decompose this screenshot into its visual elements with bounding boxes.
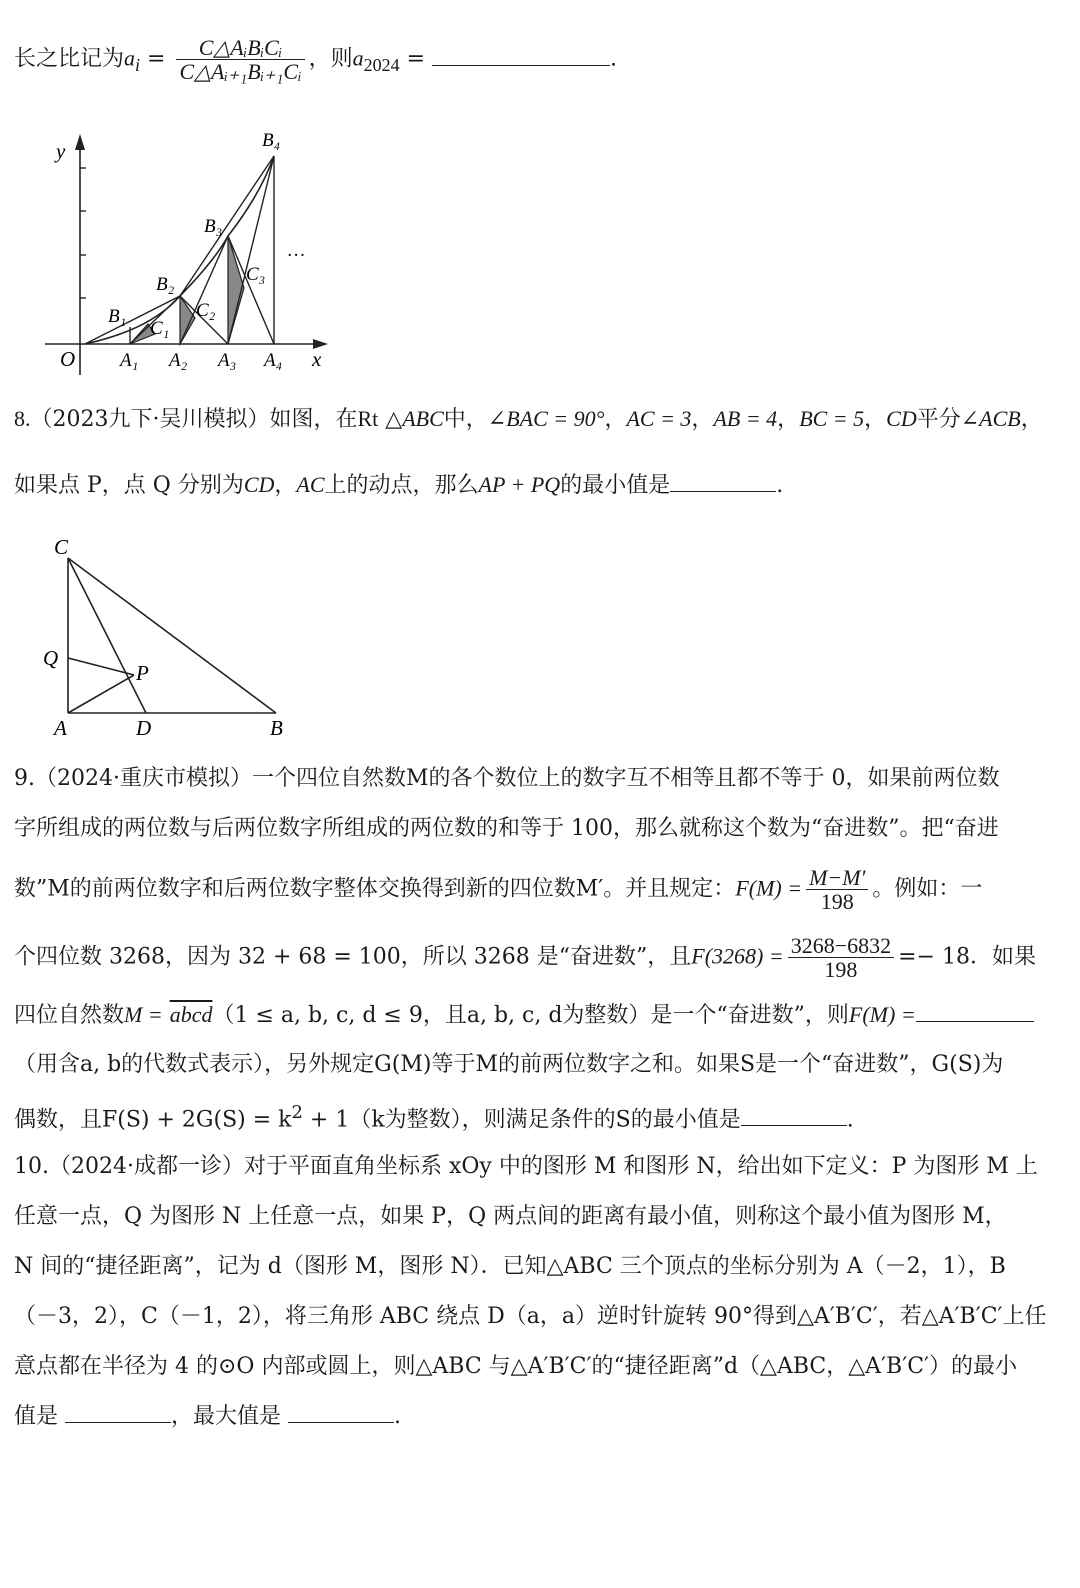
q9-line-5: 四位自然数M = abcd（1 ≤ a, b, c, d ≤ 9，且a, b, c, d为整数）是一个“奋进数”，则F(M) = <box>14 1004 1034 1027</box>
q10-max-answer-blank[interactable] <box>288 1421 394 1423</box>
q10-line-4: （－3，2），C（－1，2），将三角形 ABC 绕点 D（a，a）逆时针旋转 90°得到△A′B′C′，若△A′B′C′上任 <box>14 1304 1047 1329</box>
q9-s-answer-blank[interactable] <box>741 1124 847 1126</box>
q8-line-2: 如果点 P，点 Q 分别为CD，AC上的动点，那么AP + PQ的最小值是 . <box>14 472 784 498</box>
label-B3: B₃ <box>204 216 223 237</box>
q7-lead: 长之比记为 <box>14 46 125 72</box>
q10-line-2: 任意一点，Q 为图形 N 上任意一点，如果 P，Q 两点间的距离有最小值，则称这个最小值为图形 M， <box>14 1204 1007 1229</box>
q10-line-1: 10.（2024·成都一诊）对于平面直角坐标系 xOy 中的图形 M 和图形 N，给出如下定义：P 为图形 M 上 <box>14 1154 1038 1179</box>
q9-line-4: 个四位数 3268，因为 32 + 68 = 100，所以 3268 是“奋进数”，且F(3268) = $\frac{3268-6832}{198}$ =− 18．如果 <box>14 933 1036 983</box>
q7-ai: a <box>124 45 136 71</box>
figure-1-sequence-triangles <box>30 120 350 380</box>
label-Q: Q <box>43 646 59 670</box>
label-C2: C₂ <box>196 300 216 321</box>
q7-target-sub: 2024 <box>363 54 400 75</box>
label-A2: A₂ <box>169 350 188 371</box>
label-A1: A₁ <box>120 350 139 371</box>
q8-source: （2023九下·吴川模拟） <box>30 407 270 432</box>
q10-line-5: 意点都在半径为 4 的⊙O 内部或圆上，则△ABC 与△A′B′C′的“捷径距离”d（△ABC，△A′B′C′）的最小 <box>14 1354 1018 1379</box>
figure-2-right-triangle <box>38 530 308 740</box>
q9-fm-fraction: $\frac{M-M'}{198}$ <box>806 866 868 913</box>
q7-fraction <box>176 36 304 83</box>
q9-line-6: （用含a, b的代数式表示），另外规定G(M)等于M的前两位数字之和。如果S是一个“奋进数”，G(S)为 <box>14 1052 1004 1077</box>
q10-line-6: 值是 ，最大值是 . <box>14 1404 402 1429</box>
q7-target: a <box>352 45 364 71</box>
q9-example-fraction: $\frac{3268-6832}{198}$ <box>788 934 894 981</box>
q9-fm-answer-blank[interactable] <box>916 1020 1034 1022</box>
label-A: A <box>54 716 67 740</box>
label-ellipsis: … <box>288 240 305 261</box>
q7-line <box>14 36 617 83</box>
label-C1: C₁ <box>150 318 170 339</box>
label-B2: B₂ <box>156 274 175 295</box>
q7-then: ，则 <box>308 46 353 72</box>
label-C: C <box>54 535 69 559</box>
q7-fraction-denominator: C△Aᵢ₊₁Bᵢ₊₁Cᵢ <box>179 59 302 85</box>
segment-AP <box>68 675 134 713</box>
q7-answer-blank[interactable] <box>432 64 610 66</box>
q7-eq: = <box>140 46 173 72</box>
label-D: D <box>136 716 152 740</box>
y-axis-arrow <box>75 134 85 150</box>
label-y: y <box>56 139 66 163</box>
q8-number: 8. <box>14 406 31 431</box>
q9-line-7: 偶数，且$F(S) + 2G(S) = k^2 + 1(k$为整数），则满足条件的S的最小值是 . <box>14 1102 854 1133</box>
q10-line-3: N 间的“捷径距离”，记为 d（图形 M，图形 N）．已知△ABC 三个顶点的坐标分别为 A（－2，1），B <box>14 1254 1006 1279</box>
label-B4: B₄ <box>262 130 281 151</box>
label-B1: B₁ <box>108 306 127 327</box>
segment-QP <box>68 658 134 675</box>
label-x: x <box>312 347 322 371</box>
q7-ai-sub: i <box>135 54 141 75</box>
q7-tail-eq: = <box>399 46 432 72</box>
q8-line-1: 8.（2023九下·吴川模拟）如图，在Rt △ABC中，∠BAC = 90°，AC = 3，AB = 4，BC = 5，CD平分∠ACB， <box>14 406 1043 432</box>
q7-fraction-numerator: C△AᵢBᵢCᵢ <box>176 36 304 60</box>
q9-line-1: 9.（2024·重庆市模拟）一个四位自然数M的各个数位上的数字互不相等且都不等于 0，如果前两位数 <box>14 766 1000 791</box>
q8-answer-blank[interactable] <box>670 490 776 492</box>
label-B: B <box>270 716 283 740</box>
label-C3: C₃ <box>246 264 266 285</box>
label-A3: A₃ <box>218 350 237 371</box>
q9-line-2: 字所组成的两位数与后两位数字所组成的两位数的和等于 100，那么就称这个数为“奋进数”。把“奋进 <box>14 816 999 841</box>
label-O: O <box>60 347 76 371</box>
segment-CB <box>68 558 276 713</box>
q9-line-3: 数”M的前两位数字和后两位数字整体交换得到新的四位数M′。并且规定：F(M) = $\frac{M-M'}{198}$ 。例如：一 <box>14 865 983 915</box>
q10-min-answer-blank[interactable] <box>65 1421 171 1423</box>
label-P: P <box>136 661 149 685</box>
label-A4: A₄ <box>264 350 283 371</box>
q7-end: . <box>610 46 617 72</box>
